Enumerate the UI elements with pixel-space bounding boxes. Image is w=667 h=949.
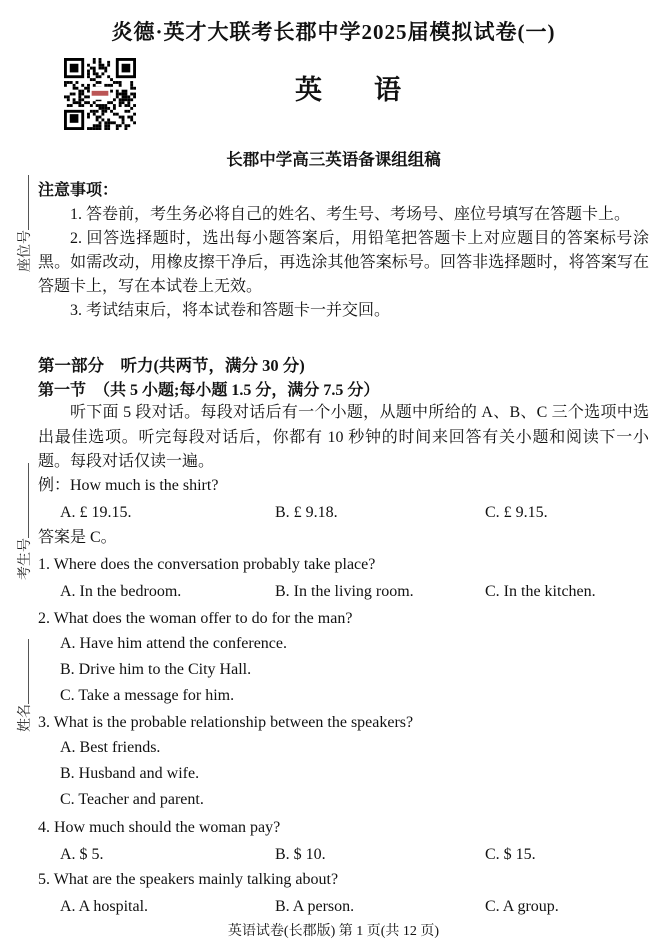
- q4-option-c: C. $ 15.: [485, 846, 536, 863]
- seal-label-text: 座位号: [18, 230, 33, 272]
- example-answer: 答案是 C。: [38, 529, 117, 546]
- question-5-options: [38, 898, 649, 915]
- q3-option-c: C. Teacher and parent.: [60, 791, 204, 808]
- example-option-c: C. £ 9.15.: [485, 504, 548, 521]
- q5-option-a: A. A hospital.: [60, 898, 149, 915]
- question-3-options: [38, 735, 649, 813]
- seal-blank-line: [14, 463, 29, 538]
- seal-label-seat-number: [14, 175, 34, 272]
- part1-heading: 第一部分 听力(共两节，满分 30 分): [38, 356, 305, 375]
- seal-blank-line: [14, 175, 29, 230]
- q5-option-c: C. A group.: [485, 898, 559, 915]
- question-4-text: 4. How much should the woman pay?: [38, 819, 281, 836]
- question-5-text: 5. What are the speakers mainly talking about?: [38, 871, 339, 888]
- subject-title: 英语: [295, 75, 453, 105]
- page-footer: 英语试卷(长郡版) 第 1 页(共 12 页): [227, 924, 440, 939]
- seal-label-text: 姓名: [18, 704, 33, 732]
- notice-heading: 注意事项：: [38, 182, 119, 199]
- q3-option-b: B. Husband and wife.: [60, 765, 200, 782]
- seal-label-name: [14, 639, 34, 732]
- notice-item-1: 1. 答卷前，考生务必将自己的姓名、考生号、考场号、座位号填写在答题卡上。: [70, 206, 631, 223]
- notice-item-3: 3. 考试结束后，将本试卷和答题卡一并交回。: [70, 302, 391, 319]
- notice-block: [38, 179, 649, 323]
- seal-blank-line: [14, 639, 29, 704]
- question-3-text: 3. What is the probable relationship between the speakers?: [38, 714, 414, 731]
- q2-option-b: B. Drive him to the City Hall.: [60, 661, 252, 678]
- example-prompt: 例：How much is the shirt?: [38, 477, 219, 494]
- q5-option-b: B. A person.: [275, 898, 355, 915]
- notice-item-2: 2. 回答选择题时，选出每小题答案后，用铅笔把答题卡上对应题目的答案标号涂黑。如需改动，用橡皮擦干净后，再选涂其他答案标号。回答非选择题时，将答案写在答题卡上，写在本试卷上无效。: [38, 230, 649, 295]
- listening-instructions: 听下面 5 段对话。每段对话后有一个小题，从题中所给的 A、B、C 三个选项中选出最佳选项。听完每段对话后，你都有 10 秒钟的时间来回答有关小题和阅读下一小题。每段对话仅读一遍。: [38, 404, 649, 470]
- q2-option-c: C. Take a message for him.: [60, 687, 235, 704]
- question-2-options: [38, 631, 649, 709]
- q3-option-a: A. Best friends.: [60, 739, 161, 756]
- question-2-text: 2. What does the woman offer to do for the man?: [38, 610, 353, 627]
- q1-option-b: B. In the living room.: [275, 583, 414, 600]
- example-options: [38, 504, 649, 521]
- question-1-options: [38, 583, 649, 600]
- example-option-a: A. £ 19.15.: [60, 504, 132, 521]
- q2-option-a: A. Have him attend the conference.: [60, 635, 288, 652]
- question-4-options: [38, 846, 649, 863]
- qr-code: [64, 57, 136, 131]
- exam-title: 炎德·英才大联考长郡中学2025届模拟试卷(一): [111, 20, 556, 44]
- section1-heading: 第一节 （共 5 小题;每小题 1.5 分，满分 7.5 分）: [38, 382, 380, 399]
- q1-option-c: C. In the kitchen.: [485, 583, 596, 600]
- q1-option-a: A. In the bedroom.: [60, 583, 182, 600]
- seal-label-text: 考生号: [18, 538, 33, 580]
- subtitle: 长郡中学高三英语备课组组稿: [226, 150, 441, 169]
- q4-option-a: A. $ 5.: [60, 846, 104, 863]
- seal-label-candidate-number: [14, 463, 34, 580]
- question-1-text: 1. Where does the conversation probably take place?: [38, 556, 376, 573]
- q4-option-b: B. $ 10.: [275, 846, 326, 863]
- example-option-b: B. £ 9.18.: [275, 504, 338, 521]
